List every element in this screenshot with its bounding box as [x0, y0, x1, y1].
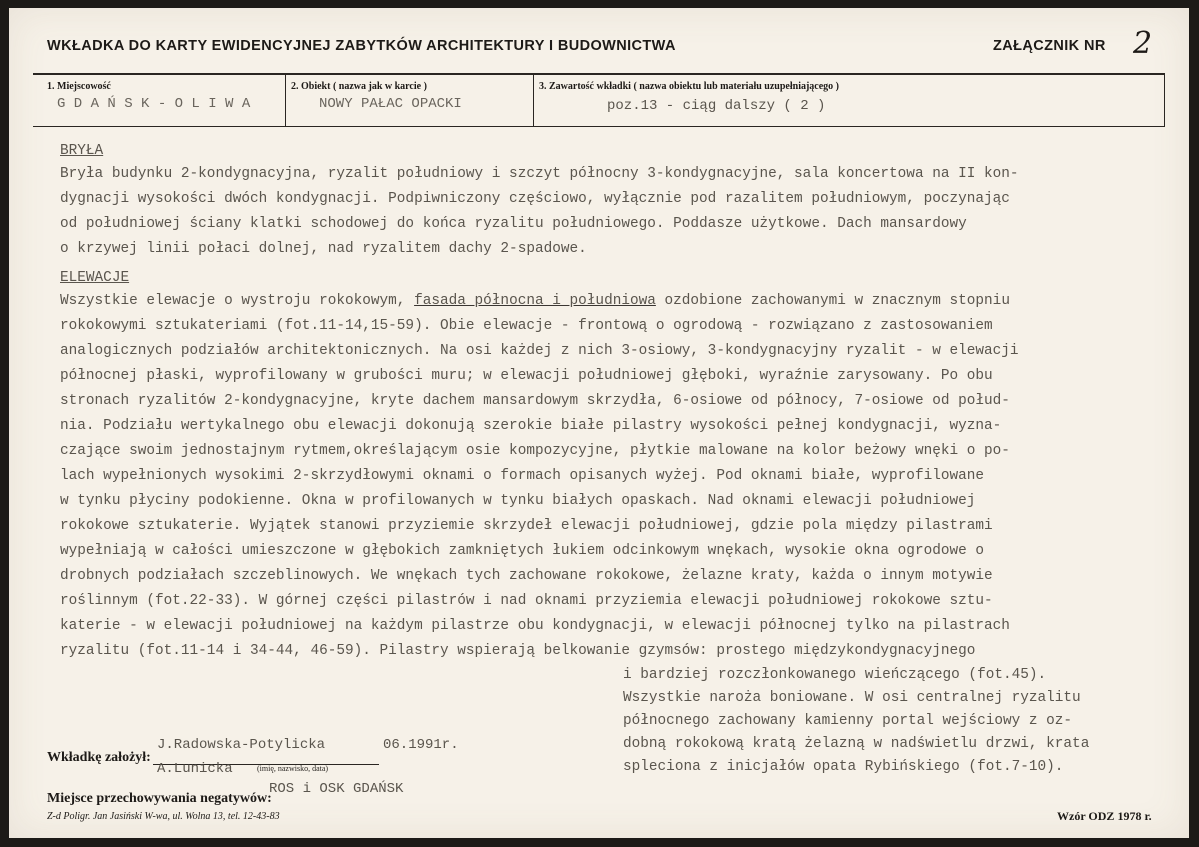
prepared-by-label: Wkładkę założył: [47, 750, 151, 765]
column-divider-2 [533, 74, 534, 126]
text-line: północnej płaski, wyprofilowany w grubości muru; w elewacji południowej głęboki, wyraźnie zarysowany. Po obu [60, 368, 993, 384]
text-line: północnego zachowany kamienny portal wejściowy z oz- [623, 713, 1073, 729]
text-fragment: Wszystkie elewacje o wystroju rokokowym, [60, 293, 415, 309]
negatives-location: ROS i OSK GDAŃSK [269, 781, 404, 797]
text-line: w tynku płyciny podokienne. Okna w profilowanych w tynku białych opaskach. Nad oknami elewacji południowej [60, 493, 976, 509]
contents-label: 3. Zawartość wkładki ( nazwa obiektu lub materiału uzupełniającego ) [539, 81, 840, 92]
author-note: (imię, nazwisko, data) [257, 764, 329, 773]
text-line: roślinnym (fot.22-33). W górnej części pilastrów i nad oknami przyziemia elewacji południowej rokokowe sztu- [60, 593, 993, 609]
text-line: nia. Podziału wertykalnego obu elewacji dokonują szerokie białe pilastry wysokości pełnej kondygnacji, wyzna- [60, 418, 1002, 434]
text-line: Wszystkie naroża boniowane. W osi centralnej ryzalitu [623, 690, 1081, 706]
column-divider-right [1164, 74, 1165, 126]
author-name-2: A.Lunicka [157, 761, 233, 777]
text-line: od południowej ściany klatki schodowej do końca ryzalitu południowego. Poddasze użytkowe. Dach mansardowy [60, 216, 967, 232]
form-id: Wzór ODZ 1978 r. [1057, 809, 1152, 823]
text-line: katerie - w elewacji południowej na każdym pilastrze obu kondygnacji, w elewacji północnej tylko na pilastrach [60, 618, 1010, 634]
underlined-phrase: fasada północna i południowa [414, 293, 656, 309]
contents-value: poz.13 - ciąg dalszy ( 2 ) [607, 98, 826, 114]
object-value: NOWY PAŁAC OPACKI [319, 96, 462, 112]
text-line: rokokowe sztukaterie. Wyjątek stanowi przyziemie skrzydeł elewacji południowej, gdzie pola między pilastrami [60, 518, 993, 534]
table-top-border [33, 73, 1165, 75]
text-line: dobną rokokową kratą żelazną w nadświetlu drzwi, krata [623, 736, 1090, 752]
text-line: czające swoim jednostajnym rytmem,określającym osie kompozycyjne, płytkie malowane na kolor beżowy wnęki o po- [60, 443, 1010, 459]
form-title: WKŁADKA DO KARTY EWIDENCYJNEJ ZABYTKÓW ARCHITEKTURY I BUDOWNICTWA [47, 38, 676, 54]
column-divider-1 [285, 74, 286, 126]
locality-value: G D A Ń S K - O L I W A [57, 96, 251, 112]
text-fragment: ozdobione zachowanymi w znacznym stopniu [655, 293, 1010, 309]
text-line: drobnych podziałach szczeblinowych. We wnękach tych zachowane rokokowe, żelazne kraty, każda o innym motywie [60, 568, 993, 584]
locality-label: 1. Miejscowość [47, 81, 111, 92]
text-line: o krzywej linii połaci dolnej, nad ryzalitem dachy 2-spadowe. [60, 241, 587, 257]
printer-info: Z-d Poligr. Jan Jasiński W-wa, ul. Wolna 13, tel. 12-43-83 [47, 811, 280, 822]
annex-number: 2 [1133, 26, 1153, 61]
table-bottom-border [33, 126, 1165, 127]
annex-label: ZAŁĄCZNIK NR [993, 38, 1106, 54]
text-line: spleciona z inicjałów opata Rybińskiego (fot.7-10). [623, 759, 1064, 775]
text-line: analogicznych podziałów architektonicznych. Na osi każdej z nich 3-osiowy, 3-kondygnacyjny ryzalit - w elewacji [60, 343, 1019, 359]
text-line: rokokowymi sztukateriami (fot.11-14,15-59). Obie elewacje - frontową o ogrodową - rozwiązano z zastosowaniem [60, 318, 993, 334]
prepared-date: 06.1991r. [383, 737, 459, 753]
section-heading-elewacje: ELEWACJE [60, 270, 130, 286]
negatives-label: Miejsce przechowywania negatywów: [47, 791, 272, 806]
section-heading-bryla: BRYŁA [60, 143, 104, 159]
author-name-1: J.Radowska-Potylicka [157, 737, 326, 753]
text-line: wypełniają w całości umieszczone w głębokich zamkniętych łukiem odcinkowym wnękach, wysokie okna ogrodowe o [60, 543, 985, 559]
text-line: i bardziej rozczłonkowanego wieńczącego (fot.45). [623, 667, 1047, 683]
text-line-with-emphasis [60, 293, 1010, 309]
text-line: lach wypełnionych wysokimi 2-skrzydłowymi oknami o formach opisanych wyżej. Pod oknami białe, wyprofilowane [60, 468, 985, 484]
text-line: stronach ryzalitów 2-kondygnacyjne, kryte dachem mansardowym skrzydła, 6-osiowe od północy, 7-osiowe od połud- [60, 393, 1010, 409]
text-line: Bryła budynku 2-kondygnacyjna, ryzalit południowy i szczyt północny 3-kondygnacyjne, sala koncertowa na II kon- [60, 166, 1019, 182]
object-label: 2. Obiekt ( nazwa jak w karcie ) [291, 81, 427, 92]
record-card [9, 8, 1189, 838]
text-line: ryzalitu (fot.11-14 i 34-44, 46-59). Pilastry wspierają belkowanie gzymsów: prostego międzykondygnacyjnego [60, 643, 976, 659]
text-line: dygnacji wysokości dwóch kondygnacji. Podpiwniczony częściowo, wyłącznie pod razalitem południowym, poczynając [60, 191, 1010, 207]
